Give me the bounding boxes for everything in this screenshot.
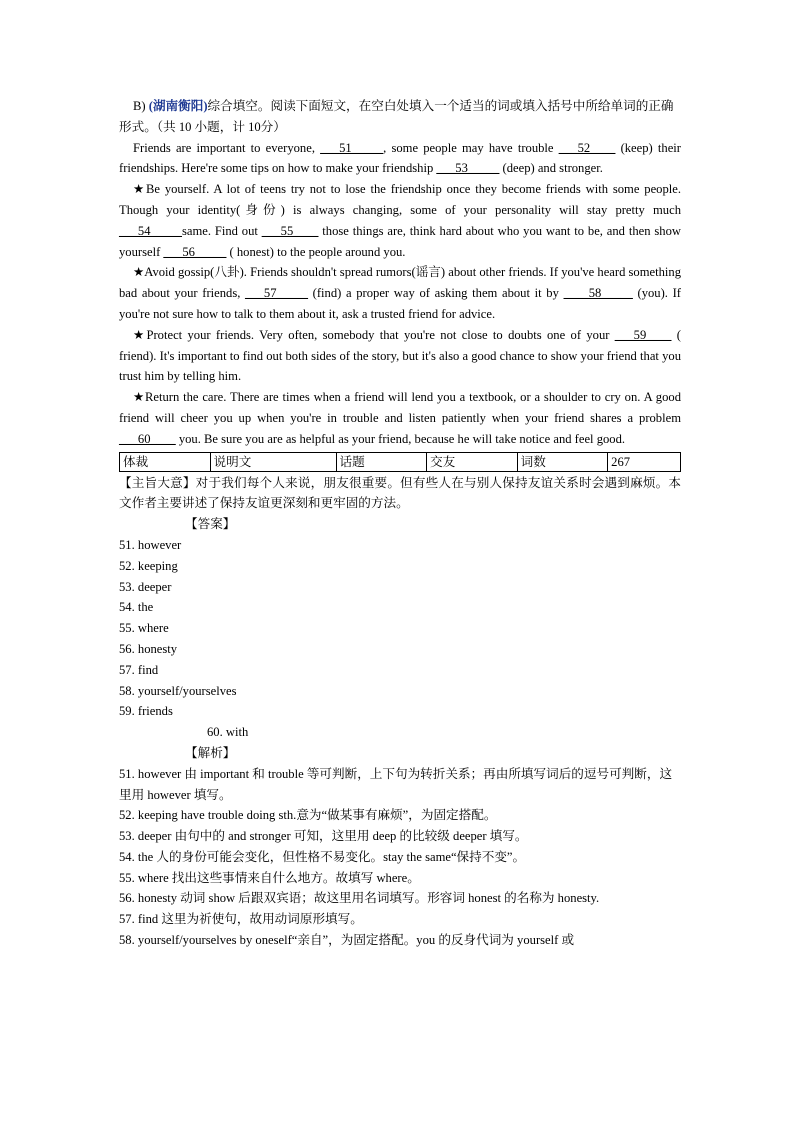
- passage-text: (keep) their friendships. Here're some tips on how to make your friendship: [119, 140, 681, 176]
- answer-item: 54. the: [119, 600, 154, 615]
- passage-text: ★Protect your friends. Very often, somebody that you're not close to doubts one of your: [133, 327, 615, 342]
- intro-text: 综合填空。阅读下面短文，在空白处填入一个适当的词或填入括号中所给单词的正确形式。（共 10 小题，计 10分）: [119, 99, 674, 134]
- answer-blank: ___54_____: [119, 223, 182, 238]
- passage-text: (find) a proper way of asking them about it by: [308, 286, 564, 301]
- explanation-item: 53. deeper 由句中的 and stronger 可知，这里用 deep 的比较级 deeper 填写。: [119, 829, 528, 844]
- answer-blank: ____58_____: [563, 286, 633, 301]
- answer-blank: ___55____: [261, 223, 319, 238]
- info-cell-genre-value: 说明文: [210, 452, 336, 471]
- main-idea-summary: 【主旨大意】对于我们每个人来说，朋友很重要。但有些人在与别人保持友谊关系时会遇到麻烦。本文作者主要讲述了保持友谊更深刻和更牢固的方法。: [119, 475, 681, 511]
- passage-text: , some people may have trouble: [383, 140, 559, 155]
- answer-heading: 【答案】: [185, 517, 236, 532]
- passage-text: (you). If you're not sure how to talk to them about it, ask a trusted friend for advice.: [119, 286, 681, 321]
- info-cell-genre-label: 体裁: [120, 452, 211, 471]
- answer-blank: ___60____: [119, 431, 176, 446]
- explanation-item: 51. however 由 important 和 trouble 等可判断，上下句为转折关系；再由所填写词后的逗号可判断，这里用 however 填写。: [119, 766, 673, 802]
- analysis-heading: 【解析】: [185, 745, 236, 760]
- exercise-intro: [119, 96, 681, 138]
- passage-paragraph: [119, 325, 681, 387]
- answer-blank: ___56_____: [163, 244, 227, 259]
- answer-item: 57. find: [119, 662, 159, 677]
- answer-item: 56. honesty: [119, 641, 178, 656]
- passage-text: ( friend). It's important to find out both sides of the story, but it's also a good chance to show your friend that you trust him by telling him.: [119, 327, 681, 384]
- answer-item: 51. however: [119, 537, 182, 552]
- document-page: [119, 96, 681, 951]
- passage-paragraph: [119, 387, 681, 449]
- answer-item-60: 60. with: [207, 725, 249, 740]
- source-label: (湖南衡阳): [148, 99, 208, 113]
- explanation-item: 54. the 人的身份可能会变化，但性格不易变化。stay the same“保持不变”。: [119, 849, 526, 864]
- answer-item: 58. yourself/yourselves: [119, 683, 237, 698]
- explanation-item: 55. where 找出这些事情来自什么地方。故填写 where。: [119, 870, 420, 885]
- passage-text: you. Be sure you are as helpful as your friend, because he will take notice and feel good.: [175, 431, 626, 446]
- answer-blank: ___51_____: [320, 140, 384, 155]
- answer-blank: ___52____: [558, 140, 616, 155]
- passage-paragraph: [119, 138, 681, 180]
- info-table-row: [120, 452, 681, 471]
- info-cell-wordcount-label: 词数: [517, 452, 608, 471]
- answer-blank: ___57_____: [245, 286, 308, 301]
- passage-text: ★Be yourself. A lot of teens try not to lose the friendship once they become friends with some people. Though your identity(身份) is always changing, some of your personality will stay pretty much: [119, 182, 681, 217]
- passage-paragraph: [119, 262, 681, 324]
- passage-text: ( honest) to the people around you.: [226, 244, 406, 259]
- explanation-item: 58. yourself/yourselves by oneself“亲自”，为固定搭配。you 的反身代词为 yourself 或: [119, 933, 575, 948]
- passage-text: ★Return the care. There are times when a friend will lend you a textbook, or a shoulder to cry on. A good friend will cheer you up when you're in trouble and listen patiently when your friend shares a problem: [119, 390, 681, 425]
- answer-blank: ___59____: [614, 327, 672, 342]
- explanation-list: [119, 764, 681, 951]
- explanation-item: 57. find 这里为祈使句，故用动词原形填写。: [119, 912, 363, 927]
- passage-text: ★Avoid gossip(八卦). Friends shouldn't spread rumors(谣言) about other friends. If you've heard something bad about your friends,: [119, 265, 681, 301]
- passage-text: Friends are important to everyone,: [133, 140, 321, 155]
- intro-prefix: B): [133, 99, 149, 113]
- passage-paragraph: [119, 179, 681, 262]
- answer-item: 53. deeper: [119, 579, 172, 594]
- answer-item: 59. friends: [119, 704, 173, 719]
- explanation-item: 52. keeping have trouble doing sth.意为“做某事有麻烦”，为固定搭配。: [119, 808, 497, 823]
- passage-text: same. Find out: [181, 223, 262, 238]
- answer-blank: ___53_____: [436, 161, 500, 176]
- passage-text: those things are, think hard about who you want to be, and then show yourself: [119, 223, 681, 259]
- answer-item: 55. where: [119, 621, 169, 636]
- info-cell-topic-label: 话题: [336, 452, 427, 471]
- explanation-item: 56. honesty 动词 show 后跟双宾语；故这里用名词填写。形容词 honest 的名称为 honesty.: [119, 891, 600, 906]
- info-table: [119, 452, 681, 472]
- answer-item: 52. keeping: [119, 558, 178, 573]
- info-cell-wordcount-value: 267: [608, 452, 681, 471]
- passage-text: (deep) and stronger.: [499, 161, 603, 176]
- passage: [119, 138, 681, 450]
- answer-list: [119, 535, 681, 743]
- info-cell-topic-value: 交友: [427, 452, 518, 471]
